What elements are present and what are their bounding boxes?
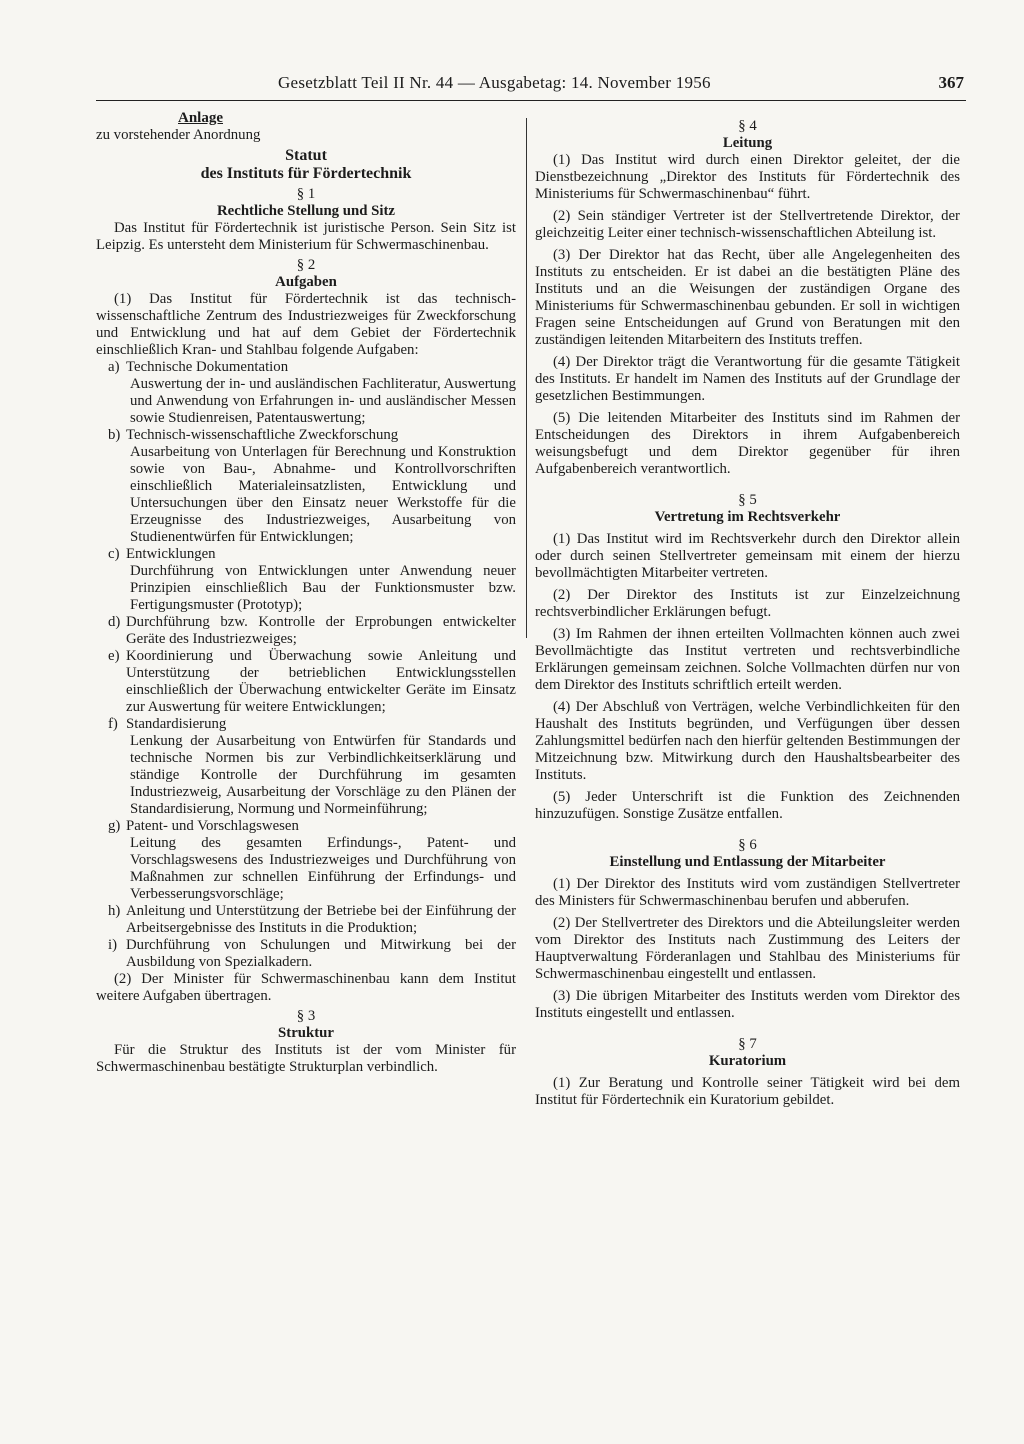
section-2-paragraph-2: (2) Der Minister für Schwermaschinenbau kann dem Institut weitere Aufgaben übertragen. <box>96 971 516 1004</box>
section-2-mark: § 2 <box>296 257 316 273</box>
list-item-body: Koordinierung und Überwachung sowie Anleitung und Unterstützung der betrieblichen Entwicklungsstellen einschließlich der Überwachung entwickelter Geräte im Einsatz zur Auswertung für weitere Entwicklungen; <box>126 648 516 715</box>
section-4-paragraph-1: (1) Das Institut wird durch einen Direktor geleitet, der die Dienstbezeichnung „Direktor des Instituts für Fördertechnik des Ministeriums für Schwermaschinenbau“ führt. <box>535 152 960 202</box>
list-item-body: Lenkung der Ausarbeitung von Entwürfen für Standards und technische Normen bis zur Verbindlichkeitserklärung und ständige Kontrolle der Durchführung im gesamten Industriezweig, Ausarbeitung der Vorschläge zu den Plänen der Standardisierung, Normung und Normeinführung; <box>130 733 516 817</box>
list-item <box>96 546 516 614</box>
tasks-list <box>96 359 516 971</box>
list-marker: a) <box>108 359 120 375</box>
list-marker: c) <box>108 546 120 562</box>
list-item <box>96 903 516 937</box>
list-marker: d) <box>108 614 121 630</box>
list-marker: i) <box>108 937 118 953</box>
section-7-mark: § 7 <box>738 1036 757 1052</box>
section-1-title: Rechtliche Stellung und Sitz <box>217 203 395 219</box>
left-column <box>96 110 516 1076</box>
section-3-mark: § 3 <box>296 1008 316 1024</box>
section-4-paragraph-2: (2) Sein ständiger Vertreter ist der Stellvertretende Direktor, der gleichzeitig Leiter einer technisch-wissenschaftlichen Abteilung ist. <box>535 208 960 241</box>
list-item <box>96 818 516 903</box>
section-4-paragraph-4: (4) Der Direktor trägt die Verantwortung für die gesamte Tätigkeit des Instituts. Er handelt im Namen des Instituts auf der Grundlage der gesetzlichen Bestimmungen. <box>535 354 960 404</box>
list-item-body: Durchführung bzw. Kontrolle der Erprobungen entwickelter Geräte des Industriezweiges; <box>126 614 516 647</box>
section-3-text: Für die Struktur des Instituts ist der vom Minister für Schwermaschinenbau bestätigte Strukturplan verbindlich. <box>96 1042 516 1075</box>
list-item-body: Anleitung und Unterstützung der Betriebe bei der Einführung der Arbeitsergebnisse des Instituts in die Produktion; <box>126 903 516 936</box>
list-item <box>96 427 516 546</box>
section-7-title: Kuratorium <box>708 1053 787 1069</box>
list-item-head: Technisch-wissenschaftliche Zweckforschung <box>126 427 399 443</box>
list-item-body: Durchführung von Entwicklungen unter Anwendung neuer Prinzipien einschließlich Bau der Funktionsmuster bzw. Fertigungsmuster (Prototyp); <box>130 563 516 613</box>
list-item <box>96 614 516 648</box>
list-item-body: Auswertung der in- und ausländischen Fachliteratur, Auswertung und Anwendung von Erfahrungen in- und ausländischer Messen sowie Studienreisen, Patentauswertung; <box>130 376 516 426</box>
list-marker: h) <box>108 903 121 919</box>
list-item <box>96 937 516 971</box>
column-divider <box>526 118 527 638</box>
section-1-text: Das Institut für Fördertechnik ist juristische Person. Sein Sitz ist Leipzig. Es untersteht dem Ministerium für Schwermaschinenbau. <box>96 220 516 253</box>
section-5-title: Vertretung im Rechtsverkehr <box>654 509 841 525</box>
list-marker: b) <box>108 427 121 443</box>
section-5-paragraph-5: (5) Jeder Unterschrift ist die Funktion des Zeichnenden hinzuzufügen. Sonstige Zusätze entfallen. <box>535 789 960 822</box>
header-title: Gesetzblatt Teil II Nr. 44 — Ausgabetag: 14. November 1956 <box>278 73 711 92</box>
list-item-body: Leitung des gesamten Erfindungs-, Patent- und Vorschlagswesens des Industriezweiges und Durchführung von Maßnahmen zur schnellen Einführung der Erfindungs- und Verbesserungsvorschläge; <box>130 835 516 902</box>
list-item <box>96 359 516 427</box>
section-4-paragraph-3: (3) Der Direktor hat das Recht, über alle Angelegenheiten des Instituts zu entscheiden. Er ist dabei an die bestätigten Pläne des Instituts und an die Weisungen der zuständigen Organe des Ministeriums für Schwermaschinenbau gebunden. Er soll in wichtigen Fragen seine Entscheidungen auf Grund von Beratungen mit den zuständigen leitenden Mitarbeitern des Instituts treffen. <box>535 247 960 348</box>
list-item-body: Ausarbeitung von Unterlagen für Berechnung und Konstruktion sowie von Bau-, Abnahme- und Kontrollvorschriften einschließlich Materialeinsatzlisten, Entwicklung und Untersuchungen über den Einsatz neuer Werkstoffe für die Erzeugnisse des Industriezweiges, Ausarbeitung von Studienentwürfen für Entwicklungen; <box>130 444 516 545</box>
section-6-paragraph-3: (3) Die übrigen Mitarbeiter des Instituts werden vom Direktor des Instituts eingestellt und entlassen. <box>535 988 960 1021</box>
list-item-head: Patent- und Vorschlagswesen <box>126 818 299 834</box>
section-4-title: Leitung <box>722 135 773 151</box>
list-item-body: Durchführung von Schulungen und Mitwirkung bei der Ausbildung von Spezialkadern. <box>126 937 516 970</box>
anlage-heading: Anlage <box>178 110 223 126</box>
section-2-title: Aufgaben <box>275 274 337 290</box>
section-3-title: Struktur <box>278 1025 334 1041</box>
section-5-paragraph-2: (2) Der Direktor des Instituts ist zur Einzelzeichnung rechtsverbindlicher Erklärungen befugt. <box>535 587 960 620</box>
section-4-paragraph-5: (5) Die leitenden Mitarbeiter des Instituts sind im Rahmen der Entscheidungen des Direktors in ihrem Aufgabenbereich weisungsbefugt und dem Direktor gegenüber für ihren Aufgabenbereich verantwortlich. <box>535 410 960 477</box>
page-number: 367 <box>938 73 964 92</box>
statut-title: Statut <box>285 147 327 164</box>
section-1-mark: § 1 <box>296 186 316 202</box>
section-6-mark: § 6 <box>738 837 757 853</box>
list-marker: e) <box>108 648 120 664</box>
section-5-paragraph-4: (4) Der Abschluß von Verträgen, welche Verbindlichkeiten für den Haushalt des Instituts begründen, und Verfügungen über dessen Zahlungsmittel bedürfen nach den hierfür geltenden Bestimmungen der Mitzeichnung bzw. Mitwirkung durch den Haushaltsbearbeiter des Instituts. <box>535 699 960 783</box>
section-2-intro: (1) Das Institut für Fördertechnik ist das technisch-wissenschaftliche Zentrum des Industriezweiges für Zweckforschung und Entwicklung und hat auf dem Gebiet der Fördertechnik einschließlich Kran- und Stahlbau folgende Aufgaben: <box>96 291 516 358</box>
section-6-title: Einstellung und Entlassung der Mitarbeiter <box>609 854 886 870</box>
section-4-mark: § 4 <box>738 118 757 134</box>
section-7-paragraph-1: (1) Zur Beratung und Kontrolle seiner Tätigkeit wird bei dem Institut für Fördertechnik ein Kuratorium gebildet. <box>535 1075 960 1108</box>
list-item-head: Entwicklungen <box>126 546 216 562</box>
section-5-mark: § 5 <box>738 492 757 508</box>
statut-subtitle: des Instituts für Fördertechnik <box>200 165 412 182</box>
section-6-paragraph-1: (1) Der Direktor des Instituts wird vom zuständigen Stellvertreter des Ministers für Schwermaschinenbau berufen und abberufen. <box>535 876 960 909</box>
list-item-head: Technische Dokumentation <box>126 359 289 375</box>
list-marker: g) <box>108 818 121 834</box>
anlage-subtitle: zu vorstehender Anordnung <box>96 127 261 143</box>
list-item <box>96 716 516 818</box>
page-header <box>96 72 966 101</box>
list-marker: f) <box>108 716 118 732</box>
list-item <box>96 648 516 716</box>
section-6-paragraph-2: (2) Der Stellvertreter des Direktors und die Abteilungsleiter werden vom Direktor des Instituts nach Zustimmung des Leiters der Hauptverwaltung Förderanlagen und Stahlbau des Ministeriums für Schwermaschinenbau eingestellt und entlassen. <box>535 915 960 982</box>
section-5-paragraph-1: (1) Das Institut wird im Rechtsverkehr durch den Direktor allein oder durch seinen Stellvertreter gemeinsam mit einem der hierzu bevollmächtigten Mitarbeiter vertreten. <box>535 531 960 581</box>
right-column <box>535 110 960 1109</box>
list-item-head: Standardisierung <box>126 716 227 732</box>
section-5-paragraph-3: (3) Im Rahmen der ihnen erteilten Vollmachten können auch zwei Bevollmächtigte das Institut vertreten und rechtsverbindliche Erklärungen gemeinsam zeichnen. Solche Vollmachten dürfen nur von dem Direktor des Instituts schriftlich erteilt werden. <box>535 626 960 693</box>
